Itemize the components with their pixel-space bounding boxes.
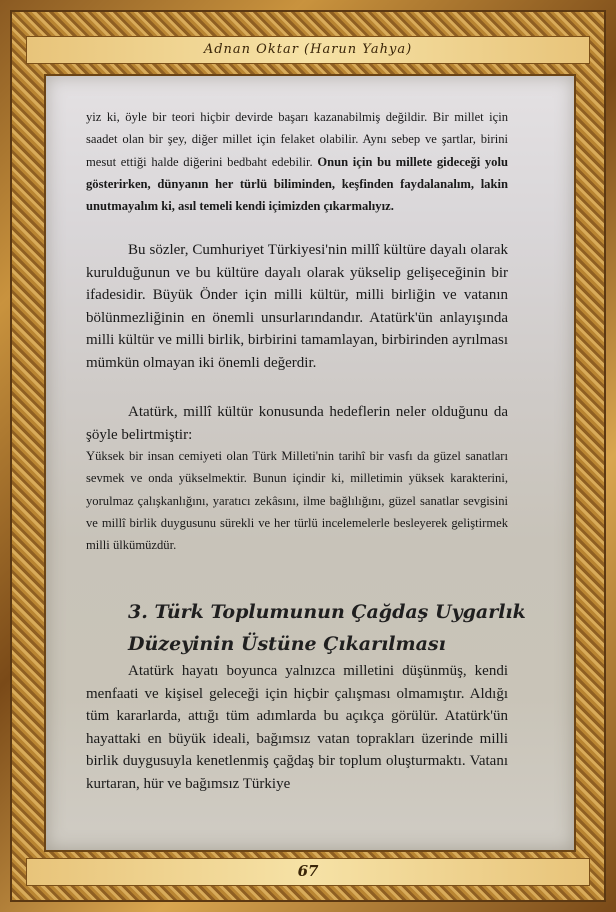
body-paragraph-3-wrap — [86, 660, 508, 796]
quote-paragraph — [86, 106, 508, 217]
body-paragraph-1: Bu sözler, Cumhuriyet Türkiyesi'nin millî kültüre dayalı olarak kurulduğunun ve bu kültüre dayalı olarak yükselip gelişeceğinin bir ifadesidir. Büyük Önder için milli kültür, milli birliğin ve vatanın bölünmezliğinin en önemli unsurlarındandır. Atatürk'ün anlayışında milli kültür ve milli birlik, birbirini tamamlayan, birbirinden ayrılması mümkün olmayan iki önemli değerdir. — [86, 242, 508, 371]
running-header — [26, 36, 590, 64]
quote-block-1 — [86, 106, 508, 217]
quote-paragraph-2: Yüksek bir insan cemiyeti olan Türk Milleti'nin tarihî bir vasfı da güzel sanatları sevmek ve onda yükselmektir. Bunun içindir ki, milletimin yüksek karakterini, yorulmaz çalışkanlığını, yaratıcı zekâsını, ilme bağlılığını, güzel sanatlar sevgisini ve millî birlik duygusunu sürekli ve her türlü incelemelerle besleyerek geliştirmek milli ülkümüzdür. — [86, 449, 508, 553]
body-paragraph-2: Atatürk, millî kültür konusunda hedeflerin neler olduğunu da şöyle belirtmiştir: — [86, 404, 508, 443]
quote-bold-text: Onun için bu millete gideceği yolu gösterirken, dünyanın her türlü biliminden, keşfinden faydalanalım, lakin unutmayalım ki, asıl temeli kendi içimizden çıkarmalıyız. — [86, 154, 508, 214]
section-heading: 3. Türk Toplumunun Çağdaş Uygarlık Düzeyinin Üstüne Çıkarılması — [128, 601, 526, 655]
running-footer — [26, 858, 590, 886]
body-paragraph-2-wrap — [86, 401, 508, 446]
body-paragraph-1-wrap — [86, 239, 508, 375]
quote-plain-text: yiz ki, öyle bir teori hiçbir devirde başarı kazanabilmiş değildir. Bir millet için saadet olan bir şey, diğer millet için felaket olabilir. Aynı sebep ve şartlar, birini mesut ettiği halde diğerini bedbaht edebilir. — [86, 110, 508, 169]
page-number: 67 — [297, 862, 319, 880]
body-paragraph-3: Atatürk hayatı boyunca yalnızca milletini düşünmüş, kendi menfaati ve kişisel geleceği için hiçbir çalışması olmamıştır. Aldığı tüm kararlarda, attığı tüm adımlarda bu açıkça görülür. Atatürk'ün hayattaki en büyük ideali, bağımsız vatan toprakları üzerinde milli birlik duygusuyla kenetlenmiş çağdaş bir toplum oluşturmaktı. Vatanı kurtaran, hür ve bağımsız Türkiye — [86, 663, 508, 792]
author-header: Adnan Oktar (Harun Yahya) — [203, 42, 413, 57]
quote-block-2 — [86, 445, 508, 556]
